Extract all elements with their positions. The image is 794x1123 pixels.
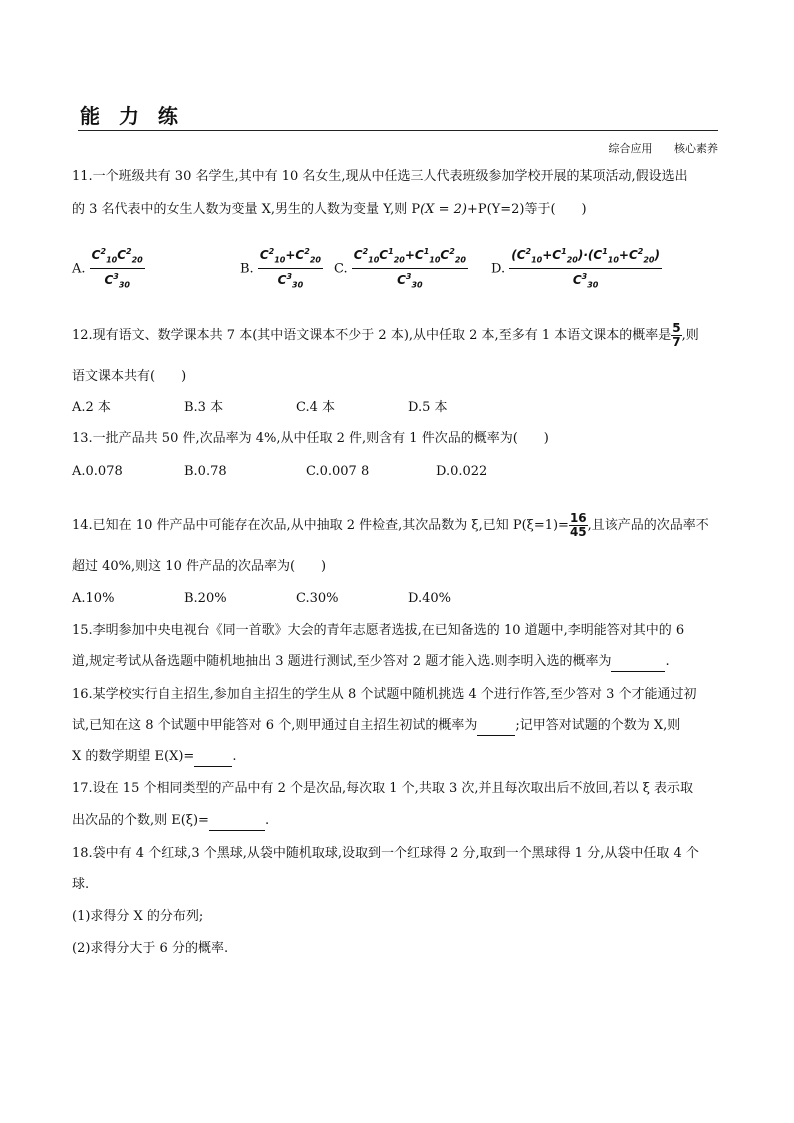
q13-option-b[interactable]: B.0.78	[184, 464, 227, 479]
q12-line1: 12.现有语文、数学课本共 7 本(其中语文课本不少于 2 本),从中任取 2 本,至多有 1 本语文课本的概率是 $\frac{5}{7}$ ,则	[72, 321, 699, 349]
q17-line2: 出次品的个数,则 E(ξ)= .	[72, 812, 269, 831]
q11-option-a[interactable]: A. $\frac{C^2_{10}C^2_{20}}{C^3_{30}}$	[72, 244, 145, 294]
q13-option-a[interactable]: A.0.078	[72, 464, 123, 479]
section-heading	[78, 104, 718, 131]
q12-line2: 语文课本共有( )	[72, 369, 187, 384]
q13-option-c[interactable]: C.0.007 8	[306, 464, 370, 479]
q11-line1: 11.一个班级共有 30 名学生,其中有 10 名女生,现从中任选三人代表班级参加学校开展的某项活动,假设选出	[72, 169, 688, 184]
q14-line2: 超过 40%,则这 10 件产品的次品率为( )	[72, 559, 327, 574]
q11-option-c-fraction: $\frac{C^2_{10}C^1_{20}+C^1_{10}C^2_{20}}{C^3_{30}}$	[352, 244, 468, 294]
section-title: 能 力 练	[80, 104, 184, 128]
q13-line1: 13.一批产品共 50 件,次品率为 4%,从中任取 2 件,则含有 1 件次品的概率为( )	[72, 431, 549, 446]
q16-line2: 试,已知在这 8 个试题中甲能答对 6 个,则甲通过自主招生初试的概率为 ;记甲答对试题的个数为 X,则	[72, 717, 680, 736]
q16-line1: 16.某学校实行自主招生,参加自主招生的学生从 8 个试题中随机挑选 4 个进行作答,至少答对 3 个才能通过初	[72, 687, 697, 702]
q11-line2: 的 3 名代表中的女生人数为变量 X,男生的人数为变量 Y,则 P(X = 2)+P(Y=2)等于( )	[72, 202, 587, 217]
q12-fraction: $\frac{5}{7}$	[672, 321, 681, 349]
q11-option-b[interactable]: B. $\frac{C^2_{10}+C^2_{20}}{C^3_{30}}$	[240, 244, 323, 294]
q16-line3: X 的数学期望 E(X)= .	[72, 748, 236, 767]
section-tags	[591, 140, 719, 156]
q14-option-c[interactable]: C.30%	[296, 591, 339, 606]
q17-line1: 17.设在 15 个相同类型的产品中有 2 个是次品,每次取 1 个,共取 3 次,并且每次取出后不放回,若以 ξ 表示取	[72, 781, 694, 796]
q11-option-a-fraction: $\frac{C^2_{10}C^2_{20}}{C^3_{30}}$	[90, 244, 145, 294]
tag-comprehensive: 综合应用	[608, 142, 653, 155]
q14-option-b[interactable]: B.20%	[184, 591, 227, 606]
q14-option-a[interactable]: A.10%	[72, 591, 115, 606]
tag-core-literacy: 核心素养	[674, 142, 718, 155]
q16-probability-blank[interactable]	[477, 717, 515, 736]
q15-line1: 15.李明参加中央电视台《同一首歌》大会的青年志愿者选拔,在已知备选的 10 道题中,李明能答对其中的 6	[72, 623, 685, 638]
q18-line2: 球.	[72, 877, 90, 892]
q15-line2: 道,规定考试从备选题中随机地抽出 3 题进行测试,至少答对 2 题才能入选.则李明入选的概率为 .	[72, 653, 670, 672]
q18-part1: (1)求得分 X 的分布列;	[72, 909, 204, 924]
q14-fraction: $\frac{16}{45}$	[569, 511, 587, 539]
q18-part2: (2)求得分大于 6 分的概率.	[72, 941, 229, 956]
q11-option-d-fraction: $\frac{(C^2_{10}+C^1_{20})\cdot(C^1_{10}+C^2_{20})}{C^3_{30}}$	[509, 244, 662, 294]
q12-option-c[interactable]: C.4 本	[296, 400, 336, 415]
q11-option-c[interactable]: C. $\frac{C^2_{10}C^1_{20}+C^1_{10}C^2_{20}}{C^3_{30}}$	[334, 244, 468, 294]
q16-expectation-blank[interactable]	[194, 748, 232, 767]
q15-answer-blank[interactable]	[611, 653, 665, 672]
q17-answer-blank[interactable]	[209, 812, 265, 831]
q12-option-a[interactable]: A.2 本	[72, 400, 111, 415]
q12-option-b[interactable]: B.3 本	[184, 400, 224, 415]
q14-line1: 14.已知在 10 件产品中可能存在次品,从中抽取 2 件检查,其次品数为 ξ,已知 P(ξ=1)= $\frac{16}{45}$ ,且该产品的次品率不	[72, 511, 709, 539]
q12-option-d[interactable]: D.5 本	[408, 400, 448, 415]
q11-option-b-fraction: $\frac{C^2_{10}+C^2_{20}}{C^3_{30}}$	[258, 244, 323, 294]
q18-line1: 18.袋中有 4 个红球,3 个黑球,从袋中随机取球,设取到一个红球得 2 分,取到一个黑球得 1 分,从袋中任取 4 个	[72, 846, 699, 861]
q13-option-d[interactable]: D.0.022	[436, 464, 488, 479]
q11-option-d[interactable]: D. $\frac{(C^2_{10}+C^1_{20})\cdot(C^1_{10}+C^2_{20})}{C^3_{30}}$	[491, 244, 662, 294]
q14-option-d[interactable]: D.40%	[408, 591, 451, 606]
